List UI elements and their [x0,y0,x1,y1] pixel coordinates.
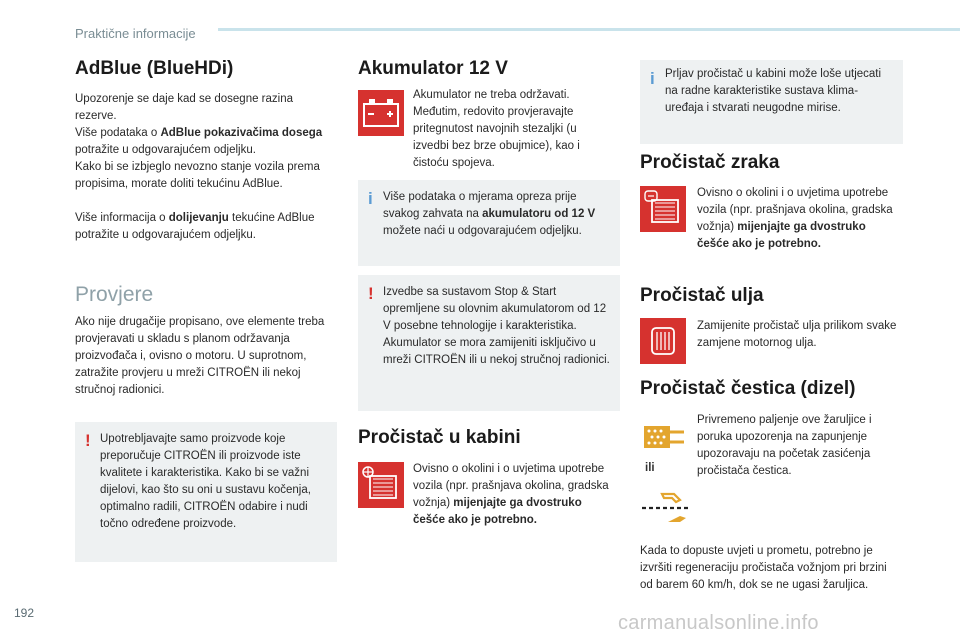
cabin-filter-heading: Pročistač u kabini [358,427,521,448]
air-filter-text: Ovisno o okolini i o uvjetima upotrebe vozila (npr. prašnjava okolina, gradska vožnja) [697,187,893,233]
adblue-p2-b: tekućine AdBlue potražite u odgovarajućem odjeljku. [75,212,315,241]
battery-icon [358,90,404,136]
warning-text: Upotrebljavajte samo proizvode koje preporučuje CITROËN ili proizvode iste kvalitete i karakteristika. Kako bi se važni dijelovi, kao što su oni u sustavu kočenja, optimalno radili, CITROËN odabire i nudi točno određene proizvode. [100,433,311,530]
adblue-text-d: Kako bi se izbjeglo nevozno stanje vozila prema propisima, morate doliti tekućinu AdBlue. [75,161,320,190]
service-wrench-icon [640,488,690,528]
adblue-text-c: potražite u odgovarajućem odjeljku. [75,144,256,156]
particle-filter-heading: Pročistač čestica (dizel) [640,378,856,399]
battery-heading: Akumulator 12 V [358,58,508,79]
adblue-p2-bold: dolijevanju [168,212,229,224]
air-filter-icon [640,186,686,232]
info-text [383,189,612,240]
air-filter-heading: Pročistač zraka [640,152,780,173]
particle-filter-paragraph: Privremeno paljenje ove žaruljice i poruka upozorenja na zapunjenje upozoravaju na početak zasićenja pročistača čestica. [697,414,872,477]
info-cabin-text: Prljav pročistač u kabini može loše utjecati na radne karakteristike sustava klima-uređaja i stvarati neugodne mirise. [665,68,882,114]
adblue-text-b: Više podataka o [75,127,161,139]
oil-filter-icon [640,318,686,364]
warning-stopstart-text: Izvedbe sa sustavom Stop & Start opremljene su olovnim akumulatorom od 12 V posebne tehnologije i karakteristika. Akumulator se mora zamijeniti isključivo u mreži CITROËN ili u nekoj stručnoj radionici. [383,286,610,366]
adblue-p2-a: Više informacija o [75,212,169,224]
provjere-paragraph: Ako nije drugačije propisano, ove elemente treba provjeravati u skladu s planom održavanja proizvođača i, ovisno o motoru. U suprotnom, zatražite provjeru u mreži CITROËN ili nekoj stručnoj radionici. [75,316,325,396]
oil-filter-paragraph: Zamijenite pročistač ulja prilikom svake zamjene motornog ulja. [697,320,897,349]
info-icon: i [368,189,373,208]
page-number: 192 [14,606,35,620]
info-box-cabin [640,60,903,144]
adblue-paragraph-1 [75,91,337,193]
air-filter-bold: mijenjajte ga dvostruko češće ako je potrebno. [697,221,866,250]
adblue-heading: AdBlue (BlueHDi) [75,58,234,79]
battery-paragraph: Akumulator ne treba održavati. Međutim, redovito provjeravajte pritegnutost navojnih stezaljki (u izvedbi bez brze obujmice), kao i čistoću spojeva. [413,89,580,169]
section-header: Praktične informacije [75,26,196,41]
warning-icon: ! [368,284,374,303]
cabin-filter-text: Ovisno o okolini i o uvjetima upotrebe vozila (npr. prašnjava okolina, gradska vožnja) [413,463,609,509]
watermark: carmanualsonline.info [618,612,819,634]
adblue-text-bold: AdBlue pokazivačima dosega [160,127,323,139]
info-text-bold: akumulatoru od 12 V [482,208,596,220]
provjere-heading: Provjere [75,283,154,306]
warning-box-stopstart [358,275,620,411]
header-rule [218,28,960,31]
adblue-paragraph-2 [75,210,337,244]
info-text-a: Više podataka o mjerama opreza prije svakog zahvata na [383,191,577,220]
adblue-text-a: Upozorenje se daje kad se dosegne razina rezerve. [75,93,294,122]
particle-filter-warning-icon [640,420,686,454]
cabin-filter-icon [358,462,404,508]
warning-icon: ! [85,431,91,450]
info-icon: i [650,69,655,88]
info-text-b: možete naći u odgovarajućem odjeljku. [383,225,582,237]
regeneration-paragraph: Kada to dopuste uvjeti u prometu, potrebno je izvršiti regeneraciju pročistača vožnjom pri brzini od barem 60 km/h, dok se ne ugasi žaruljica. [640,545,887,591]
or-label: ili [645,462,655,474]
cabin-filter-bold: mijenjajte ga dvostruko češće ako je potrebno. [413,497,582,526]
oil-filter-heading: Pročistač ulja [640,285,764,306]
info-box-battery [358,180,620,266]
cabin-filter-paragraph [413,461,611,529]
air-filter-paragraph [697,185,897,253]
warning-box-products [75,422,337,562]
